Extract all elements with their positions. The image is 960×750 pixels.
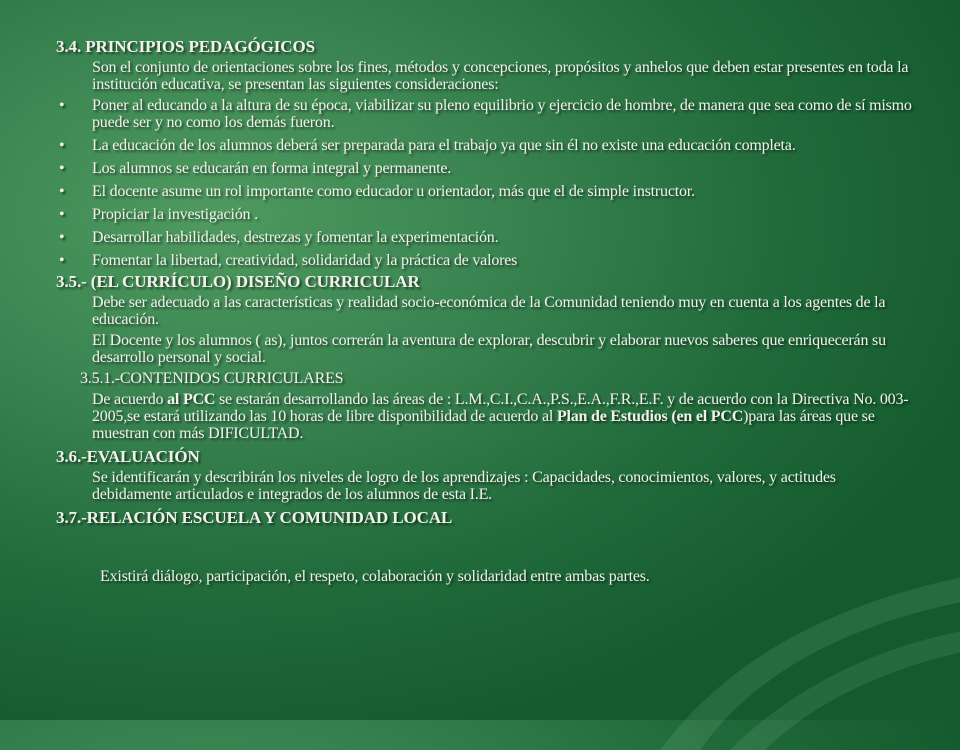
list-item: • El docente asume un rol importante como educador u orientador, más que el de simple instructor.: [59, 183, 695, 200]
bullet-icon: •: [59, 97, 65, 114]
list-item: • Los alumnos se educarán en forma integral y permanente.: [59, 160, 452, 177]
contenidos-subtitle: 3.5.1.-CONTENIDOS CURRICULARES: [80, 370, 344, 387]
list-item: • Propiciar la investigación .: [59, 206, 258, 223]
evaluacion-paragraph: Se identificarán y describirán los niveles de logro de los aprendizajes : Capacidades, conocimientos, valores, y actitudes debidamente articulados e integrados de los alumnos de esta I.E.: [92, 469, 836, 503]
section-title-curriculo: 3.5.- (EL CURRÍCULO) DISEÑO CURRICULAR: [56, 272, 420, 291]
list-item: • Poner al educando a la altura de su época, viabilizar su pleno equilibrio y ejercicio de hombre, de manera que sea como de sí mismo puede ser y no como los demás fueron.: [59, 97, 912, 131]
bullet-icon: •: [59, 206, 65, 223]
bullet-icon: •: [59, 160, 65, 177]
slide-content: [56, 36, 916, 602]
section-title-evaluacion: 3.6.-EVALUACIÓN: [56, 447, 200, 466]
section-title-relacion: 3.7.-RELACIÓN ESCUELA Y COMUNIDAD LOCAL: [56, 508, 453, 527]
list-item: • La educación de los alumnos deberá ser preparada para el trabajo ya que sin él no existe una educación completa.: [59, 137, 796, 154]
bullet-icon: •: [59, 252, 65, 269]
bullet-icon: •: [59, 229, 65, 246]
principios-bullet-list: [56, 97, 916, 269]
bullet-icon: •: [59, 137, 65, 154]
contenidos-paragraph: De acuerdo al PCC se estarán desarrollando las áreas de : L.M.,C.I.,C.A.,P.S.,E.A.,F.R.,E.F. y de acuerdo con la Directiva No. 003-2005,se estará utilizando las 10 horas de libre disponibilidad de acuerdo al Plan de Estudios (en el PCC)para las áreas que se muestran con más DIFICULTAD.: [92, 391, 909, 442]
list-item: • Fomentar la libertad, creatividad, solidaridad y la práctica de valores: [59, 252, 518, 269]
spacer: [56, 530, 916, 552]
bullet-icon: •: [59, 183, 65, 200]
curriculo-paragraph-2: El Docente y los alumnos ( as), juntos correrán la aventura de explorar, descubrir y elaborar nuevos saberes que enriquecerán su desarrollo personal y social.: [92, 332, 886, 366]
principios-intro: Son el conjunto de orientaciones sobre los fines, métodos y concepciones, propósitos y anhelos que deben estar presentes en toda la institución educativa, se presentan las siguientes consideraciones:: [92, 59, 909, 93]
list-item: • Desarrollar habilidades, destrezas y fomentar la experimentación.: [59, 229, 499, 246]
curriculo-paragraph-1: Debe ser adecuado a las características y realidad socio-económica de la Comunidad teniendo muy en cuenta a los agentes de la educación.: [92, 294, 886, 328]
relacion-paragraph: Existirá diálogo, participación, el respeto, colaboración y solidaridad entre ambas partes.: [100, 568, 650, 585]
section-title-principios: 3.4. PRINCIPIOS PEDAGÓGICOS: [56, 37, 315, 56]
